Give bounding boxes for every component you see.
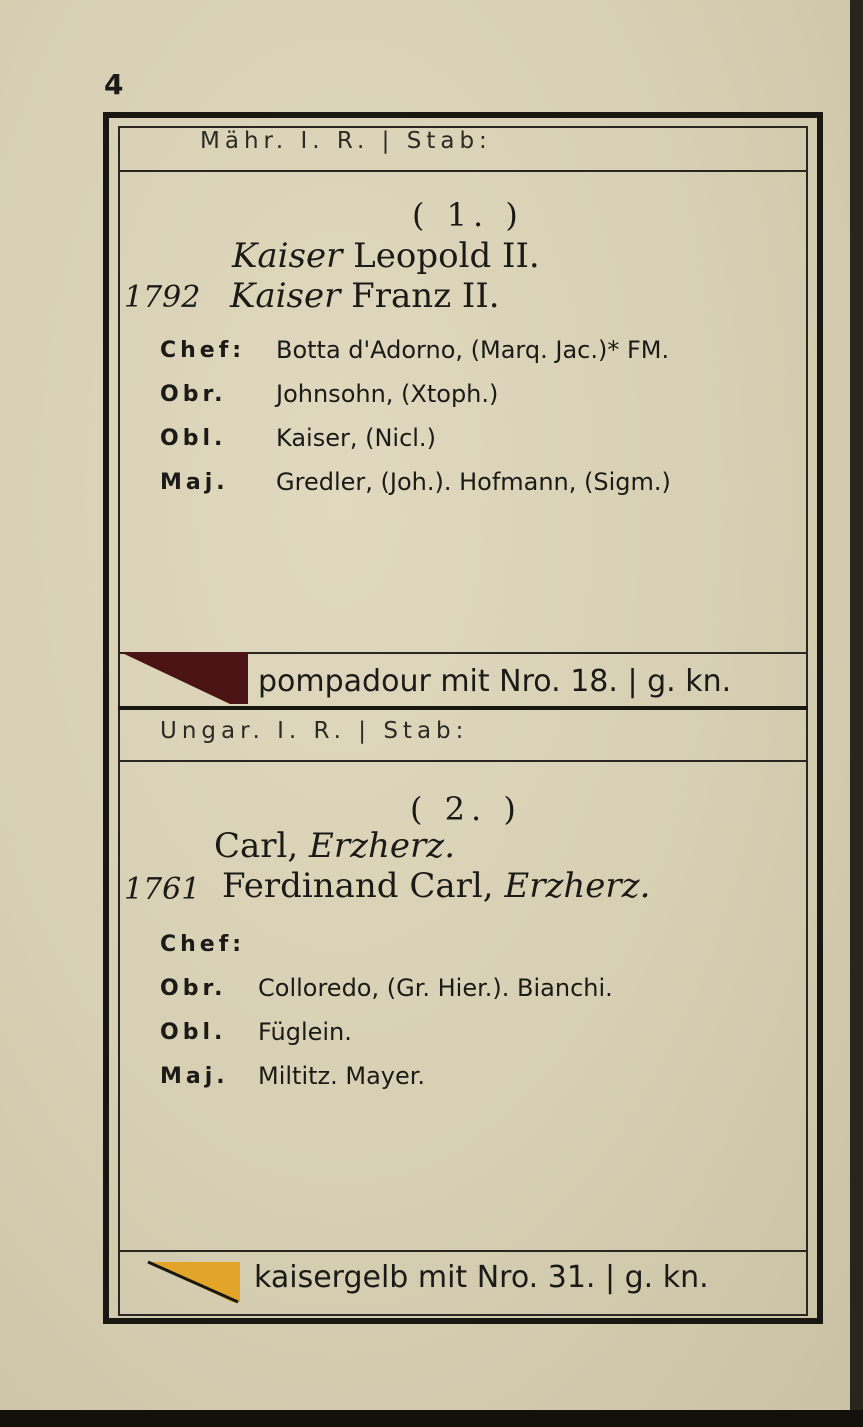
section-2-line2-italic: Erzherz. <box>504 866 651 906</box>
section-2-row-value: Colloredo, (Gr. Hier.). Bianchi. <box>258 974 613 1002</box>
section-2-row-label: Obl. <box>160 1020 227 1045</box>
section-2-line1-rest: Carl, <box>214 826 310 866</box>
section-1-color-tab <box>120 652 250 706</box>
section-divider <box>118 706 808 710</box>
adjacent-page-edge <box>850 0 863 1427</box>
section-1-row-value: Kaiser, (Nicl.) <box>276 424 436 452</box>
section-2-footer: kaisergelb mit Nro. 31. | g. kn. <box>254 1260 709 1295</box>
section-2-row-value: Miltitz. Mayer. <box>258 1062 426 1090</box>
section-2-line2-rest: Ferdinand Carl, <box>222 866 505 906</box>
section-1-line1-italic: Kaiser <box>232 236 343 276</box>
section-1-title-line1 <box>232 236 540 276</box>
section-1-row-value: Gredler, (Joh.). Hofmann, (Sigm.) <box>276 468 671 496</box>
section-1-row-label: Obr. <box>160 382 227 407</box>
section-2-year: 1761 <box>124 872 201 907</box>
page-number: 4 <box>104 68 124 101</box>
section-1-header: Mähr. I. R. | Stab: <box>200 128 492 154</box>
scan-bottom-edge <box>0 1410 863 1427</box>
section-2-header: Ungar. I. R. | Stab: <box>160 718 469 744</box>
section-1-year: 1792 <box>124 280 201 315</box>
section-1-row-label: Chef: <box>160 338 246 363</box>
section-1-row-value: Johnsohn, (Xtoph.) <box>276 380 499 408</box>
section-1-line2-italic: Kaiser <box>230 276 341 316</box>
section-2-row-label: Chef: <box>160 932 246 957</box>
section-2-row-value: Füglein. <box>258 1018 352 1046</box>
section-2-title-line1 <box>214 826 455 866</box>
section-2-row-label: Obr. <box>160 976 227 1001</box>
section-1-title-line2 <box>230 276 500 316</box>
section-1-row-value: Botta d'Adorno, (Marq. Jac.)* FM. <box>276 336 670 364</box>
section-2-title-line2 <box>222 866 650 906</box>
section-2-row-label: Maj. <box>160 1064 229 1089</box>
section-2-line1-italic: Erzherz. <box>309 826 456 866</box>
section-2-color-tab <box>140 1256 250 1306</box>
section-1-header-rule <box>118 170 808 172</box>
section-1-number: ( 1. ) <box>412 196 524 234</box>
section-2-header-rule <box>118 760 808 762</box>
section-1-line1-rest: Leopold II. <box>342 236 540 276</box>
section-2-number: ( 2. ) <box>410 790 522 828</box>
section-1-line2-rest: Franz II. <box>340 276 500 316</box>
section-2-footer-rule <box>118 1250 808 1252</box>
section-1-row-label: Maj. <box>160 470 229 495</box>
section-1-row-label: Obl. <box>160 426 227 451</box>
section-1-footer: pompadour mit Nro. 18. | g. kn. <box>258 664 732 699</box>
